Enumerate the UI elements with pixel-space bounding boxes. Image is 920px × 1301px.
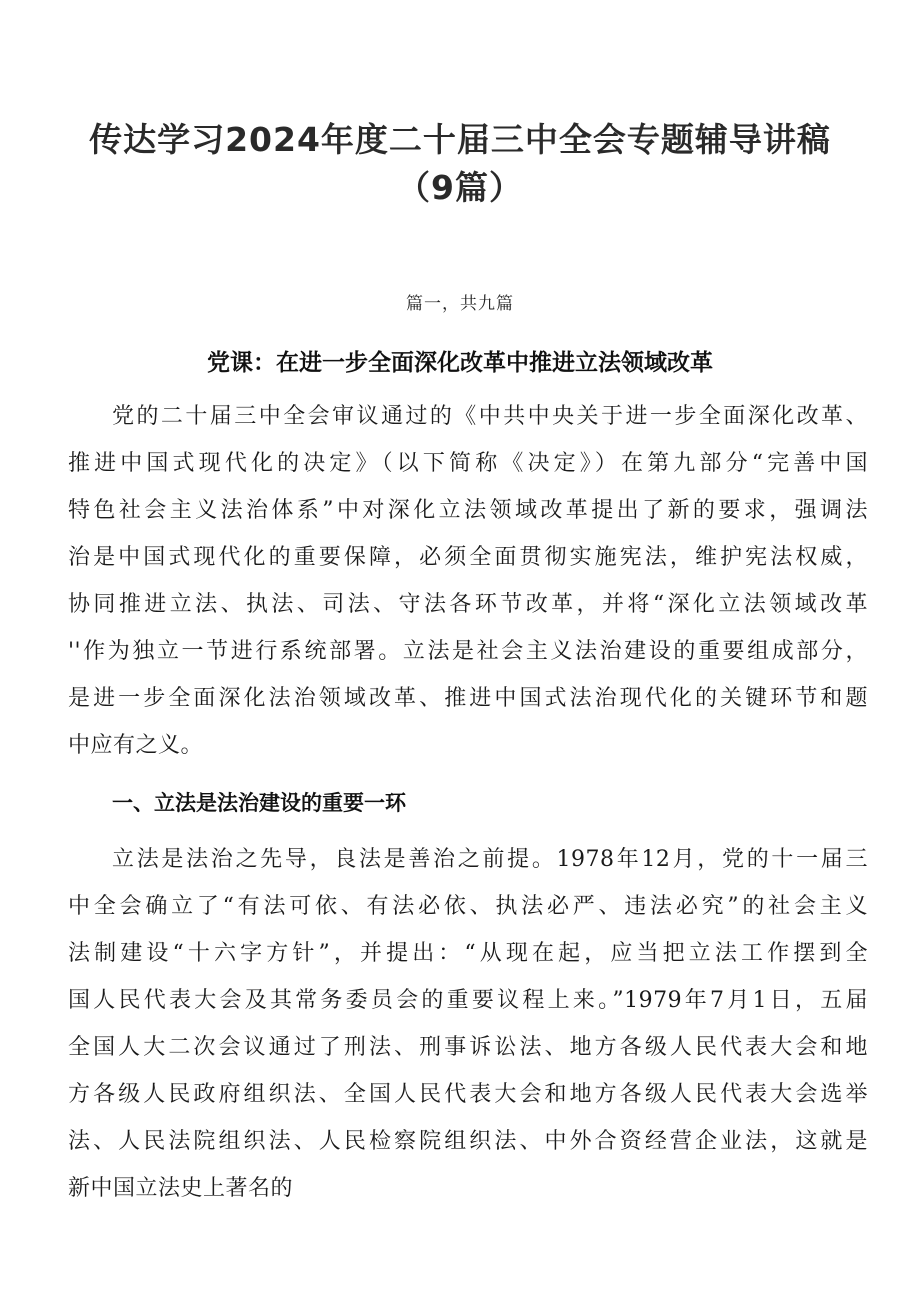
paragraph-line: 党的二十届三中全会审议通过的《中共中央关于进一步全面深化改革、: [112, 404, 868, 429]
paragraph-line: 法、人民法院组织法、人民检察院组织法、中外合资经营企业法，这就是: [68, 1129, 868, 1154]
paragraph-line: 新中国立法史上著名的: [68, 1176, 294, 1201]
paragraph-line: 方各级人民政府组织法、全国人民代表大会和地方各级人民代表大会选举: [68, 1082, 868, 1107]
paragraph-line: 协同推进立法、执法、司法、守法各环节改革，并将“深化立法领域改革: [68, 592, 868, 617]
paragraph-line: 推进中国式现代化的决定》（以下简称《决定》）在第九部分“完善中国: [68, 451, 868, 476]
document-title-line-1: 传达学习2024年度二十届三中全会专题辅导讲稿: [89, 120, 831, 159]
paragraph-line: 立法是法治之先导，良法是善治之前提。1978年12月，党的十一届三: [112, 847, 868, 872]
paragraph-line: 中应有之义。: [68, 733, 204, 758]
paragraph-line: 治是中国式现代化的重要保障，必须全面贯彻实施宪法，维护宪法权威，: [68, 545, 868, 570]
paragraph-line: ''作为独立一节进行系统部署。立法是社会主义法治建设的重要组成部分，: [68, 639, 868, 664]
paragraph-line: 法制建设“十六字方针”，并提出：“从现在起，应当把立法工作摆到全: [68, 941, 868, 966]
paragraph-line: 是进一步全面深化法治领域改革、推进中国式法治现代化的关键环节和题: [68, 686, 868, 711]
document-title-line-2: （9篇）: [397, 168, 523, 207]
paragraph-2: [68, 836, 868, 1212]
paragraph-line: 国人民代表大会及其常务委员会的重要议程上来。”1979年7月1日，五届: [68, 988, 868, 1013]
section-heading-1: 一、立法是法治建设的重要一环: [112, 791, 406, 815]
article-title: 党课：在进一步全面深化改革中推进立法领域改革: [207, 350, 713, 376]
paragraph-line: 中全会确立了“有法可依、有法必依、执法必严、违法必究”的社会主义: [68, 894, 868, 919]
paragraph-line: 全国人大二次会议通过了刑法、刑事诉讼法、地方各级人民代表大会和地: [68, 1035, 868, 1060]
article-number: 篇一，共九篇: [406, 294, 514, 314]
paragraph-1: [68, 393, 868, 769]
paragraph-line: 特色社会主义法治体系”中对深化立法领域改革提出了新的要求，强调法: [68, 498, 868, 523]
